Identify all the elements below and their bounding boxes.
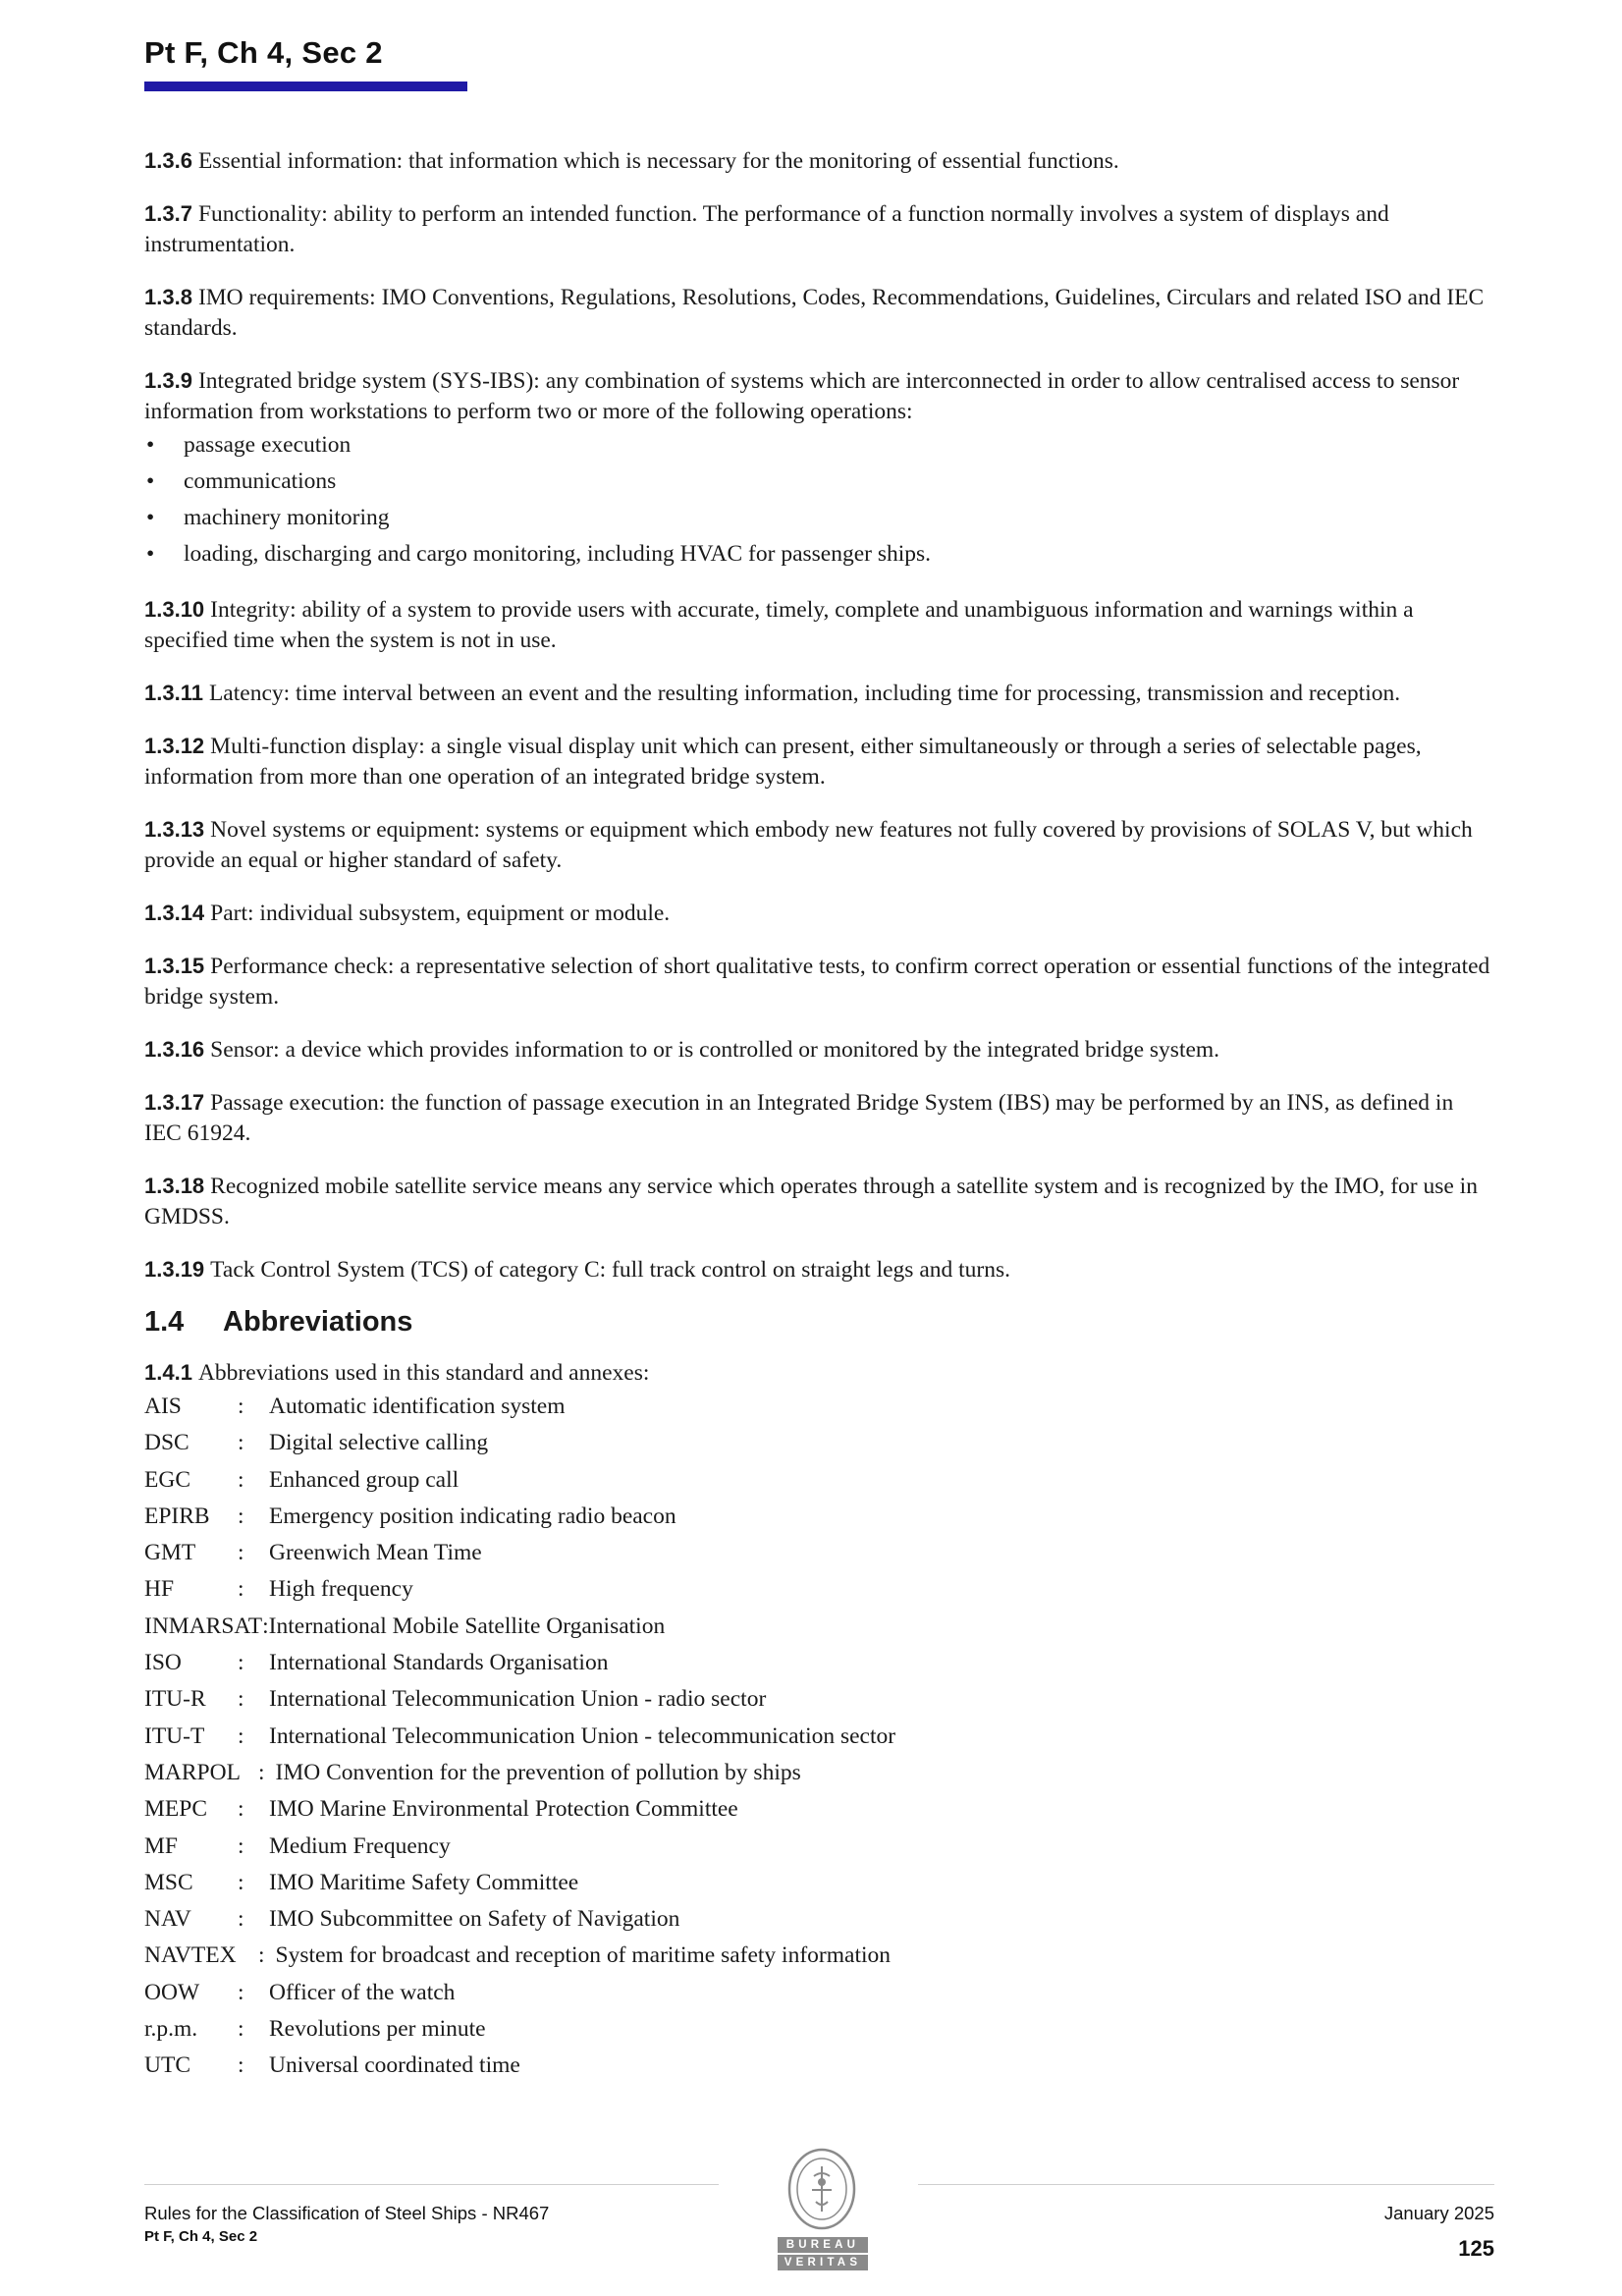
logo-band-bottom: VERITAS	[778, 2255, 868, 2270]
clause-text: Performance check: a representative selection of short qualitative tests, to confirm correct operation or essential functions of the integrated bridge system.	[144, 954, 1490, 1010]
list-item-text: passage execution	[184, 432, 351, 458]
definition-paragraph	[144, 814, 1494, 876]
clause-text: Tack Control System (TCS) of category C: full track control on straight legs and turns.	[210, 1257, 1010, 1283]
abbreviation-row	[144, 1609, 1494, 1645]
abbreviation-term: OOW	[144, 1979, 200, 2005]
clause-number: 1.3.10	[144, 597, 205, 622]
abbreviation-separator: :	[238, 1906, 244, 1933]
clause-number: 1.3.19	[144, 1257, 205, 1282]
abbreviation-row	[144, 1535, 1494, 1571]
clause-text: IMO requirements: IMO Conventions, Regulations, Resolutions, Codes, Recommendations, Guidelines, Circulars and related ISO and IEC standards.	[144, 285, 1485, 341]
clause-text: Integrity: ability of a system to provide users with accurate, timely, complete and unambiguous information and warnings within a specified time when the system is not in use.	[144, 597, 1414, 653]
footer-section-ref: Pt F, Ch 4, Sec 2	[144, 2228, 258, 2245]
section-number: 1.4	[144, 1306, 185, 1338]
bullet-icon: •	[146, 541, 155, 567]
definition-paragraph	[144, 1171, 1494, 1232]
abbreviation-term: EPIRB	[144, 1503, 210, 1529]
abbreviation-meaning: IMO Maritime Safety Committee	[269, 1869, 579, 1895]
abbreviation-row	[144, 1462, 1494, 1499]
abbreviation-meaning: Automatic identification system	[269, 1394, 566, 1419]
definition-paragraph	[144, 951, 1494, 1012]
section-heading	[144, 1307, 1494, 1338]
abbreviation-row	[144, 1975, 1494, 2011]
clause-number: 1.3.17	[144, 1090, 205, 1115]
clause-number: 1.3.7	[144, 201, 192, 226]
header-rule	[144, 82, 467, 91]
page-header	[144, 35, 383, 71]
definition-paragraph	[144, 1034, 1494, 1066]
clause-text: Latency: time interval between an event and the resulting information, including time for processing, transmission and reception.	[208, 681, 1401, 706]
abbreviation-row	[144, 1901, 1494, 1938]
clause-text: Integrated bridge system (SYS-IBS): any combination of systems which are interconnected in order to allow centralised access to sensor information from workstations to perform two or more of the following operations:	[144, 368, 1460, 424]
page-number: 125	[1458, 2236, 1494, 2261]
definition-paragraph	[144, 594, 1494, 656]
abbreviation-meaning: System for broadcast and reception of maritime safety information	[275, 1942, 891, 1969]
page-body	[144, 145, 1494, 2085]
abbreviations-intro	[144, 1357, 1494, 1389]
list-item	[144, 427, 1494, 464]
clause-text: Recognized mobile satellite service means any service which operates through a satellite system and is recognized by the IMO, for use in GMDSS.	[144, 1174, 1478, 1230]
list-item-text: communications	[184, 468, 337, 494]
abbreviation-term: EGC	[144, 1466, 190, 1493]
abbreviation-term: INMARSAT	[144, 1613, 263, 1639]
definition-paragraph	[144, 898, 1494, 929]
clause-text: Part: individual subsystem, equipment or module.	[210, 901, 671, 926]
abbreviation-meaning: Greenwich Mean Time	[269, 1540, 482, 1566]
definition-paragraph	[144, 731, 1494, 793]
abbreviation-term: MSC	[144, 1869, 193, 1895]
definition-paragraph	[144, 678, 1494, 709]
ibs-operations-list	[144, 427, 1494, 573]
abbreviation-meaning: High frequency	[269, 1576, 413, 1603]
bureau-veritas-logo	[776, 2147, 870, 2270]
abbreviation-row	[144, 1571, 1494, 1608]
abbreviation-separator: :	[238, 1686, 244, 1713]
abbreviation-row	[144, 1938, 1494, 1974]
abbreviation-meaning: IMO Subcommittee on Safety of Navigation	[269, 1906, 680, 1933]
seal-icon	[786, 2147, 857, 2231]
abbreviation-term: MARPOL	[144, 1759, 241, 1785]
abbreviation-meaning: International Standards Organisation	[269, 1650, 609, 1676]
abbreviation-meaning: IMO Marine Environmental Protection Committee	[269, 1796, 738, 1823]
abbreviation-term: GMT	[144, 1540, 196, 1566]
list-item	[144, 464, 1494, 500]
footer-document-title: Rules for the Classification of Steel Ships - NR467	[144, 2203, 550, 2223]
clause-number: 1.3.14	[144, 901, 205, 925]
abbreviation-term: AIS	[144, 1394, 182, 1419]
footer-right	[1384, 2203, 1494, 2262]
footer-left	[144, 2203, 549, 2245]
clause-number: 1.3.12	[144, 734, 205, 758]
clause-number: 1.3.9	[144, 368, 192, 393]
abbreviation-separator: :	[238, 1540, 244, 1566]
clause-number: 1.3.18	[144, 1174, 205, 1198]
section-title: Abbreviations	[223, 1306, 413, 1338]
abbreviation-term: ITU-T	[144, 1722, 205, 1749]
abbreviation-term: DSC	[144, 1430, 189, 1456]
clause-text: Sensor: a device which provides information to or is controlled or monitored by the integrated bridge system.	[210, 1037, 1220, 1063]
abbreviation-row	[144, 1499, 1494, 1535]
list-item-text: loading, discharging and cargo monitoring, including HVAC for passenger ships.	[184, 541, 932, 567]
abbreviation-term: NAV	[144, 1906, 191, 1933]
clause-text: Passage execution: the function of passage execution in an Integrated Bridge System (IBS) may be performed by an INS, as defined in IEC 61924.	[144, 1090, 1454, 1146]
abbreviation-separator: :	[238, 1394, 244, 1419]
footer-divider-right	[918, 2184, 1494, 2185]
abbreviation-row	[144, 2011, 1494, 2048]
definition-paragraph	[144, 198, 1494, 260]
definition-paragraph	[144, 282, 1494, 344]
abbreviation-term: UTC	[144, 2052, 190, 2079]
bullet-icon: •	[146, 468, 155, 494]
abbreviation-row	[144, 1755, 1494, 1791]
abbreviation-separator: :	[238, 1979, 244, 2005]
bullet-icon: •	[146, 432, 155, 458]
list-item-text: machinery monitoring	[184, 505, 390, 530]
abbreviation-row	[144, 1865, 1494, 1901]
abbreviation-separator: :	[238, 2052, 244, 2079]
abbreviation-separator: :	[238, 1503, 244, 1529]
abbreviation-row	[144, 1645, 1494, 1681]
abbreviations-list	[144, 1389, 1494, 2085]
definition-paragraph	[144, 145, 1494, 177]
abbreviation-meaning: IMO Convention for the prevention of pollution by ships	[275, 1759, 801, 1785]
abbreviation-separator: :	[258, 1759, 265, 1785]
abbreviation-meaning: International Mobile Satellite Organisation	[268, 1613, 666, 1639]
abbreviation-meaning: Medium Frequency	[269, 1832, 451, 1859]
abbreviation-term: ISO	[144, 1650, 182, 1676]
abbreviation-term: MF	[144, 1832, 178, 1859]
abbreviation-meaning: Officer of the watch	[269, 1979, 456, 2005]
clause-number: 1.3.6	[144, 148, 192, 173]
abbreviation-separator: :	[238, 1796, 244, 1823]
clause-number: 1.3.11	[144, 681, 203, 705]
abbreviation-row	[144, 1425, 1494, 1461]
abbreviation-meaning: Emergency position indicating radio beacon	[269, 1503, 676, 1529]
abbreviation-separator: :	[238, 1576, 244, 1603]
abbreviation-separator: :	[238, 1722, 244, 1749]
clause-text: Novel systems or equipment: systems or equipment which embody new features not fully covered by provisions of SOLAS V, but which provide an equal or higher standard of safety.	[144, 817, 1473, 873]
clause-text: Abbreviations used in this standard and annexes:	[197, 1360, 650, 1386]
logo-band-top: BUREAU	[778, 2237, 868, 2253]
abbreviation-row	[144, 1719, 1494, 1755]
abbreviation-separator: :	[262, 1613, 269, 1639]
abbreviation-separator: :	[238, 1466, 244, 1493]
abbreviation-term: HF	[144, 1576, 175, 1603]
abbreviation-row	[144, 2048, 1494, 2084]
footer-date: January 2025	[1383, 2203, 1494, 2223]
clause-number: 1.3.15	[144, 954, 205, 978]
clause-number: 1.3.13	[144, 817, 205, 842]
abbreviation-term: r.p.m.	[144, 2016, 198, 2043]
clause-text: Essential information: that information which is necessary for the monitoring of essential functions.	[197, 148, 1119, 174]
abbreviation-term: MEPC	[144, 1796, 207, 1823]
list-item	[144, 536, 1494, 573]
clause-number: 1.4.1	[144, 1360, 192, 1385]
abbreviation-row	[144, 1681, 1494, 1718]
abbreviation-meaning: Digital selective calling	[269, 1430, 489, 1456]
abbreviation-separator: :	[238, 1430, 244, 1456]
definitions-group-continued	[144, 594, 1494, 1285]
abbreviation-term: ITU-R	[144, 1686, 206, 1713]
footer-divider-left	[144, 2184, 719, 2185]
definition-paragraph	[144, 365, 1494, 427]
clause-text: Functionality: ability to perform an intended function. The performance of a function normally involves a system of displays and instrumentation.	[144, 201, 1389, 257]
definitions-group	[144, 145, 1494, 427]
list-item	[144, 500, 1494, 536]
abbreviation-meaning: International Telecommunication Union - telecommunication sector	[269, 1722, 896, 1749]
clause-number: 1.3.8	[144, 285, 192, 309]
abbreviation-separator: :	[238, 1832, 244, 1859]
abbreviation-separator: :	[238, 2016, 244, 2043]
clause-text: Multi-function display: a single visual display unit which can present, either simultaneously or through a series of selectable pages, information from more than one operation of an integrated bridge system.	[144, 734, 1422, 790]
clause-number: 1.3.16	[144, 1037, 205, 1062]
abbreviation-meaning: Universal coordinated time	[269, 2052, 520, 2079]
abbreviation-row	[144, 1829, 1494, 1865]
page-title: Pt F, Ch 4, Sec 2	[144, 35, 383, 70]
abbreviation-meaning: International Telecommunication Union - radio sector	[269, 1686, 767, 1713]
abbreviation-separator: :	[238, 1869, 244, 1895]
abbreviation-meaning: Revolutions per minute	[269, 2016, 486, 2043]
abbreviation-term: NAVTEX	[144, 1942, 237, 1969]
abbreviation-separator: :	[238, 1650, 244, 1676]
abbreviation-meaning: Enhanced group call	[269, 1466, 460, 1493]
abbreviation-separator: :	[258, 1942, 265, 1969]
definition-paragraph	[144, 1087, 1494, 1149]
abbreviation-row	[144, 1791, 1494, 1828]
abbreviation-row	[144, 1389, 1494, 1425]
bullet-icon: •	[146, 505, 155, 530]
definition-paragraph	[144, 1254, 1494, 1285]
